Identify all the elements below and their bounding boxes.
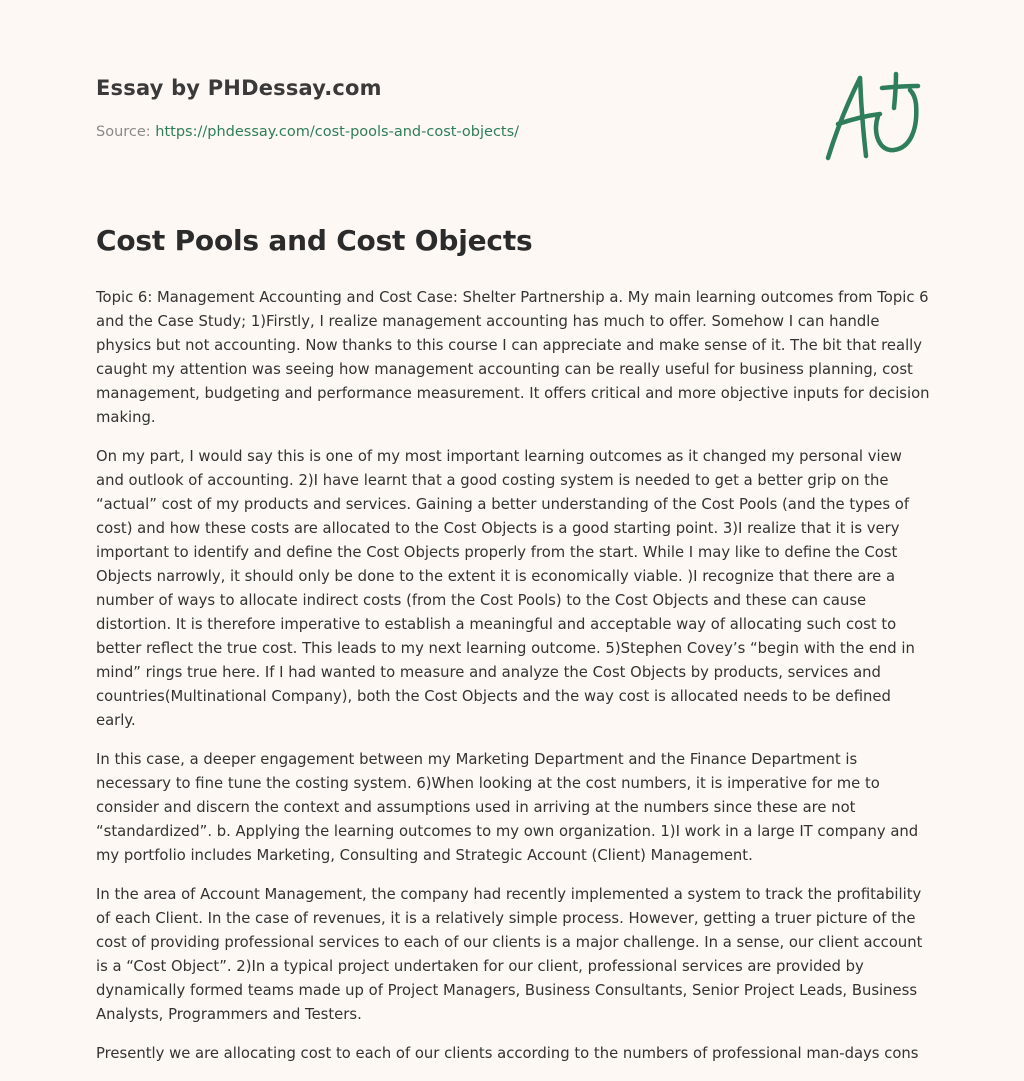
essay-paragraph: In the area of Account Management, the company had recently implemented a system to track the profitability of each Client. In the case of revenues, it is a relatively simple process. However, getting a truer picture of the cost of providing professional services to each of our clients is a major challenge. In a sense, our client account is a “Cost Object”. 2)In a typical project undertaken for our client, professional services are provided by dynamically formed teams made up of Project Managers, Business Consultants, Senior Project Leads, Business Analysts, Programmers and Testers.: [96, 886, 923, 1023]
source-link[interactable]: https://phdessay.com/cost-pools-and-cost-objects/: [155, 124, 520, 140]
essay-paragraph: On my part, I would say this is one of my most important learning outcomes as it changed my personal view and outlook of accounting. 2)I have learnt that a good costing system is needed to get a better grip on the “actual” cost of my products and services. Gaining a better understanding of the Cost Pools (and the types of cost) and how these costs are allocated to the Cost Objects is a good starting point. 3)I realize that it is very important to identify and define the Cost Objects properly from the start. While I may like to define the Cost Objects narrowly, it should only be done to the extent it is economically viable. )I recognize that there are a number of ways to allocate indirect costs (from the Cost Pools) to the Cost Objects and these can cause distortion. It is therefore imperative to establish a meaningful and acceptable way of allocating such cost to better reflect the true cost. This leads to my next learning outcome. 5)Stephen Covey’s “begin with the end in mind” rings true here. If I had wanted to measure and analyze the Cost Objects by products, services and countries(Multinational Company), both the Cost Objects and the way cost is allocated needs to be defined early.: [96, 448, 915, 729]
a-plus-logo-icon: [824, 68, 928, 164]
source-line: [96, 124, 519, 140]
essay-paragraph: In this case, a deeper engagement between my Marketing Department and the Finance Department is necessary to fine tune the costing system. 6)When looking at the cost numbers, it is imperative for me to consider and discern the context and assumptions used in arriving at the numbers since these are not “standardized”. b. Applying the learning outcomes to my own organization. 1)I work in a large IT company and my portfolio includes Marketing, Consulting and Strategic Account (Client) Management.: [96, 751, 919, 864]
site-title: Essay by PHDessay.com: [96, 76, 382, 100]
essay-paragraph: Presently we are allocating cost to each of our clients according to the numbers of professional man-days cons: [96, 1045, 919, 1062]
essay-body: [96, 286, 930, 1081]
essay-paragraph: Topic 6: Management Accounting and Cost Case: Shelter Partnership a. My main learning outcomes from Topic 6 and the Case Study; 1)Firstly, I realize management accounting has much to offer. Somehow I can handle physics but not accounting. Now thanks to this course I can appreciate and make sense of it. The bit that really caught my attention was seeing how management accounting can be really useful for business planning, cost management, budgeting and performance measurement. It offers critical and more objective inputs for decision making.: [96, 289, 930, 426]
source-label: Source:: [96, 124, 156, 140]
a-plus-logo: [824, 68, 928, 164]
essay-title: Cost Pools and Cost Objects: [96, 224, 533, 257]
